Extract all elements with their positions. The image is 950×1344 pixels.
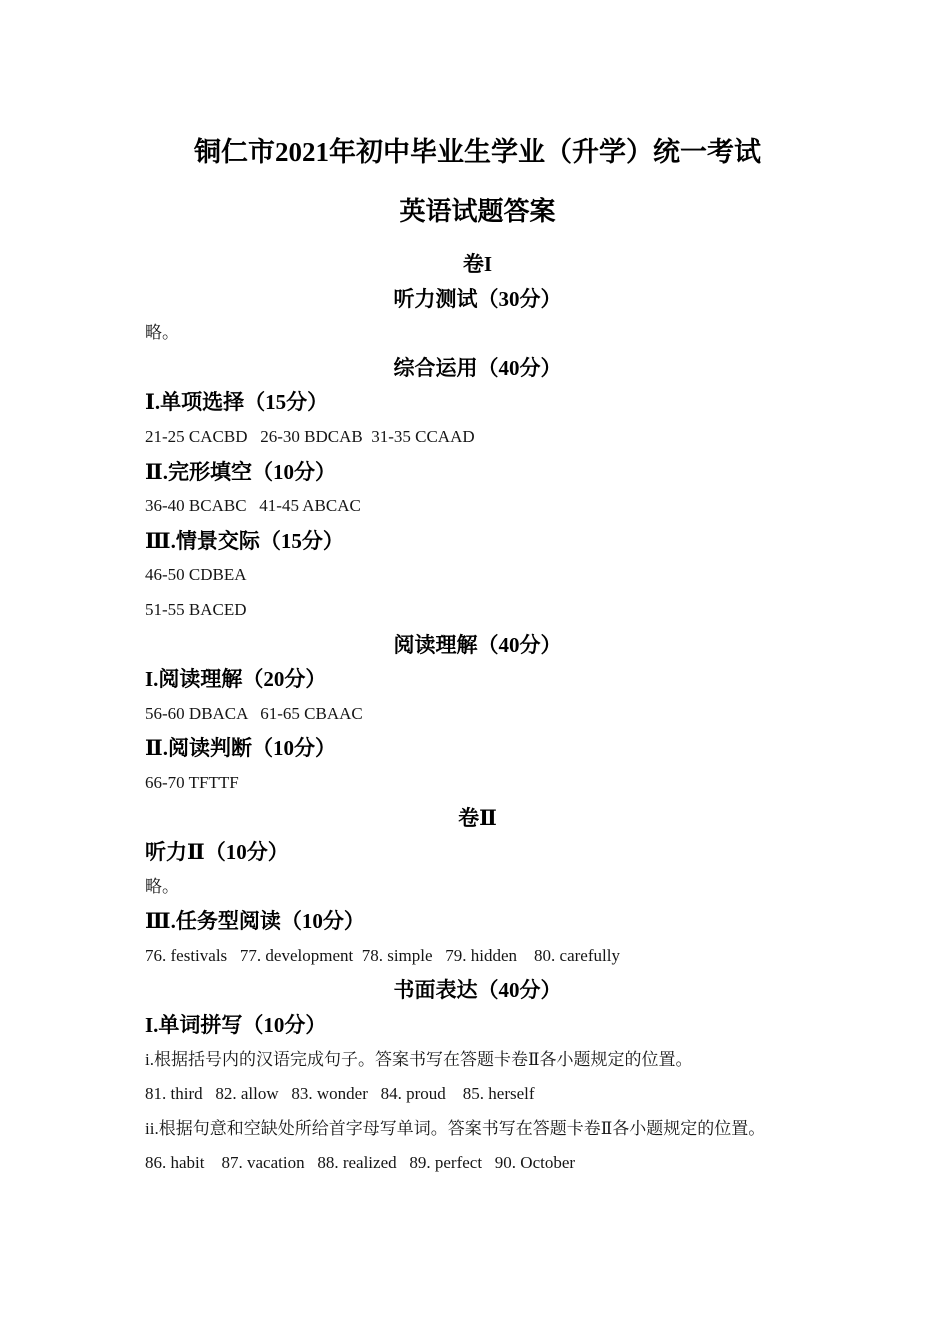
answers-36-45: 36-40 BCABC 41-45 ABCAC xyxy=(145,496,361,516)
answers-51-55: 51-55 BACED xyxy=(145,599,247,619)
answers-66-70: 66-70 TFTTF xyxy=(145,772,239,792)
listening-test-heading: 听力测试（30分） xyxy=(393,286,562,311)
answers-46-50: 46-50 CDBEA xyxy=(145,565,247,585)
listening-omitted-note: 略。 xyxy=(145,323,179,343)
cloze-heading: Ⅱ.完形填空（10分） xyxy=(145,459,336,484)
word-spelling-heading: I.单词拼写（10分） xyxy=(145,1013,327,1038)
exam-title: 铜仁市2021年初中毕业生学业（升学）统一考试 xyxy=(194,137,761,167)
reading-comprehension-heading: I.阅读理解（20分） xyxy=(145,667,327,692)
comprehensive-use-heading: 综合运用（40分） xyxy=(393,355,562,380)
single-choice-heading: Ⅰ.单项选择（15分） xyxy=(145,390,329,415)
reading-judgement-heading: Ⅱ.阅读判断（10分） xyxy=(145,736,336,761)
instruction-ii: ii.根据句意和空缺处所给首字母写单词。答案书写在答题卡卷Ⅱ各小题规定的位置。 xyxy=(145,1118,766,1138)
task-based-reading-heading: Ⅲ.任务型阅读（10分） xyxy=(145,909,365,934)
situational-communication-heading: Ⅲ.情景交际（15分） xyxy=(145,528,344,553)
listening-2-heading: 听力Ⅱ（10分） xyxy=(145,840,289,865)
volume-1-heading: 卷I xyxy=(462,252,493,276)
answers-56-65: 56-60 DBACA 61-65 CBAAC xyxy=(145,703,363,723)
answers-76-80: 76. festivals 77. development 78. simple 79. hidden 80. carefully xyxy=(145,945,620,965)
written-expression-heading: 书面表达（40分） xyxy=(393,978,562,1003)
answers-81-85: 81. third 82. allow 83. wonder 84. proud 85. herself xyxy=(145,1084,535,1104)
instruction-i: i.根据括号内的汉语完成句子。答案书写在答题卡卷Ⅱ各小题规定的位置。 xyxy=(145,1049,693,1069)
answers-21-35: 21-25 CACBD 26-30 BDCAB 31-35 CCAAD xyxy=(145,426,475,446)
answers-86-90: 86. habit 87. vacation 88. realized 89. perfect 90. October xyxy=(145,1153,576,1173)
reading-comprehension-section-heading: 阅读理解（40分） xyxy=(393,632,562,657)
document-subtitle: 英语试题答案 xyxy=(399,197,556,226)
volume-2-heading: 卷Ⅱ xyxy=(458,805,497,830)
listening-2-omitted-note: 略。 xyxy=(145,876,179,896)
